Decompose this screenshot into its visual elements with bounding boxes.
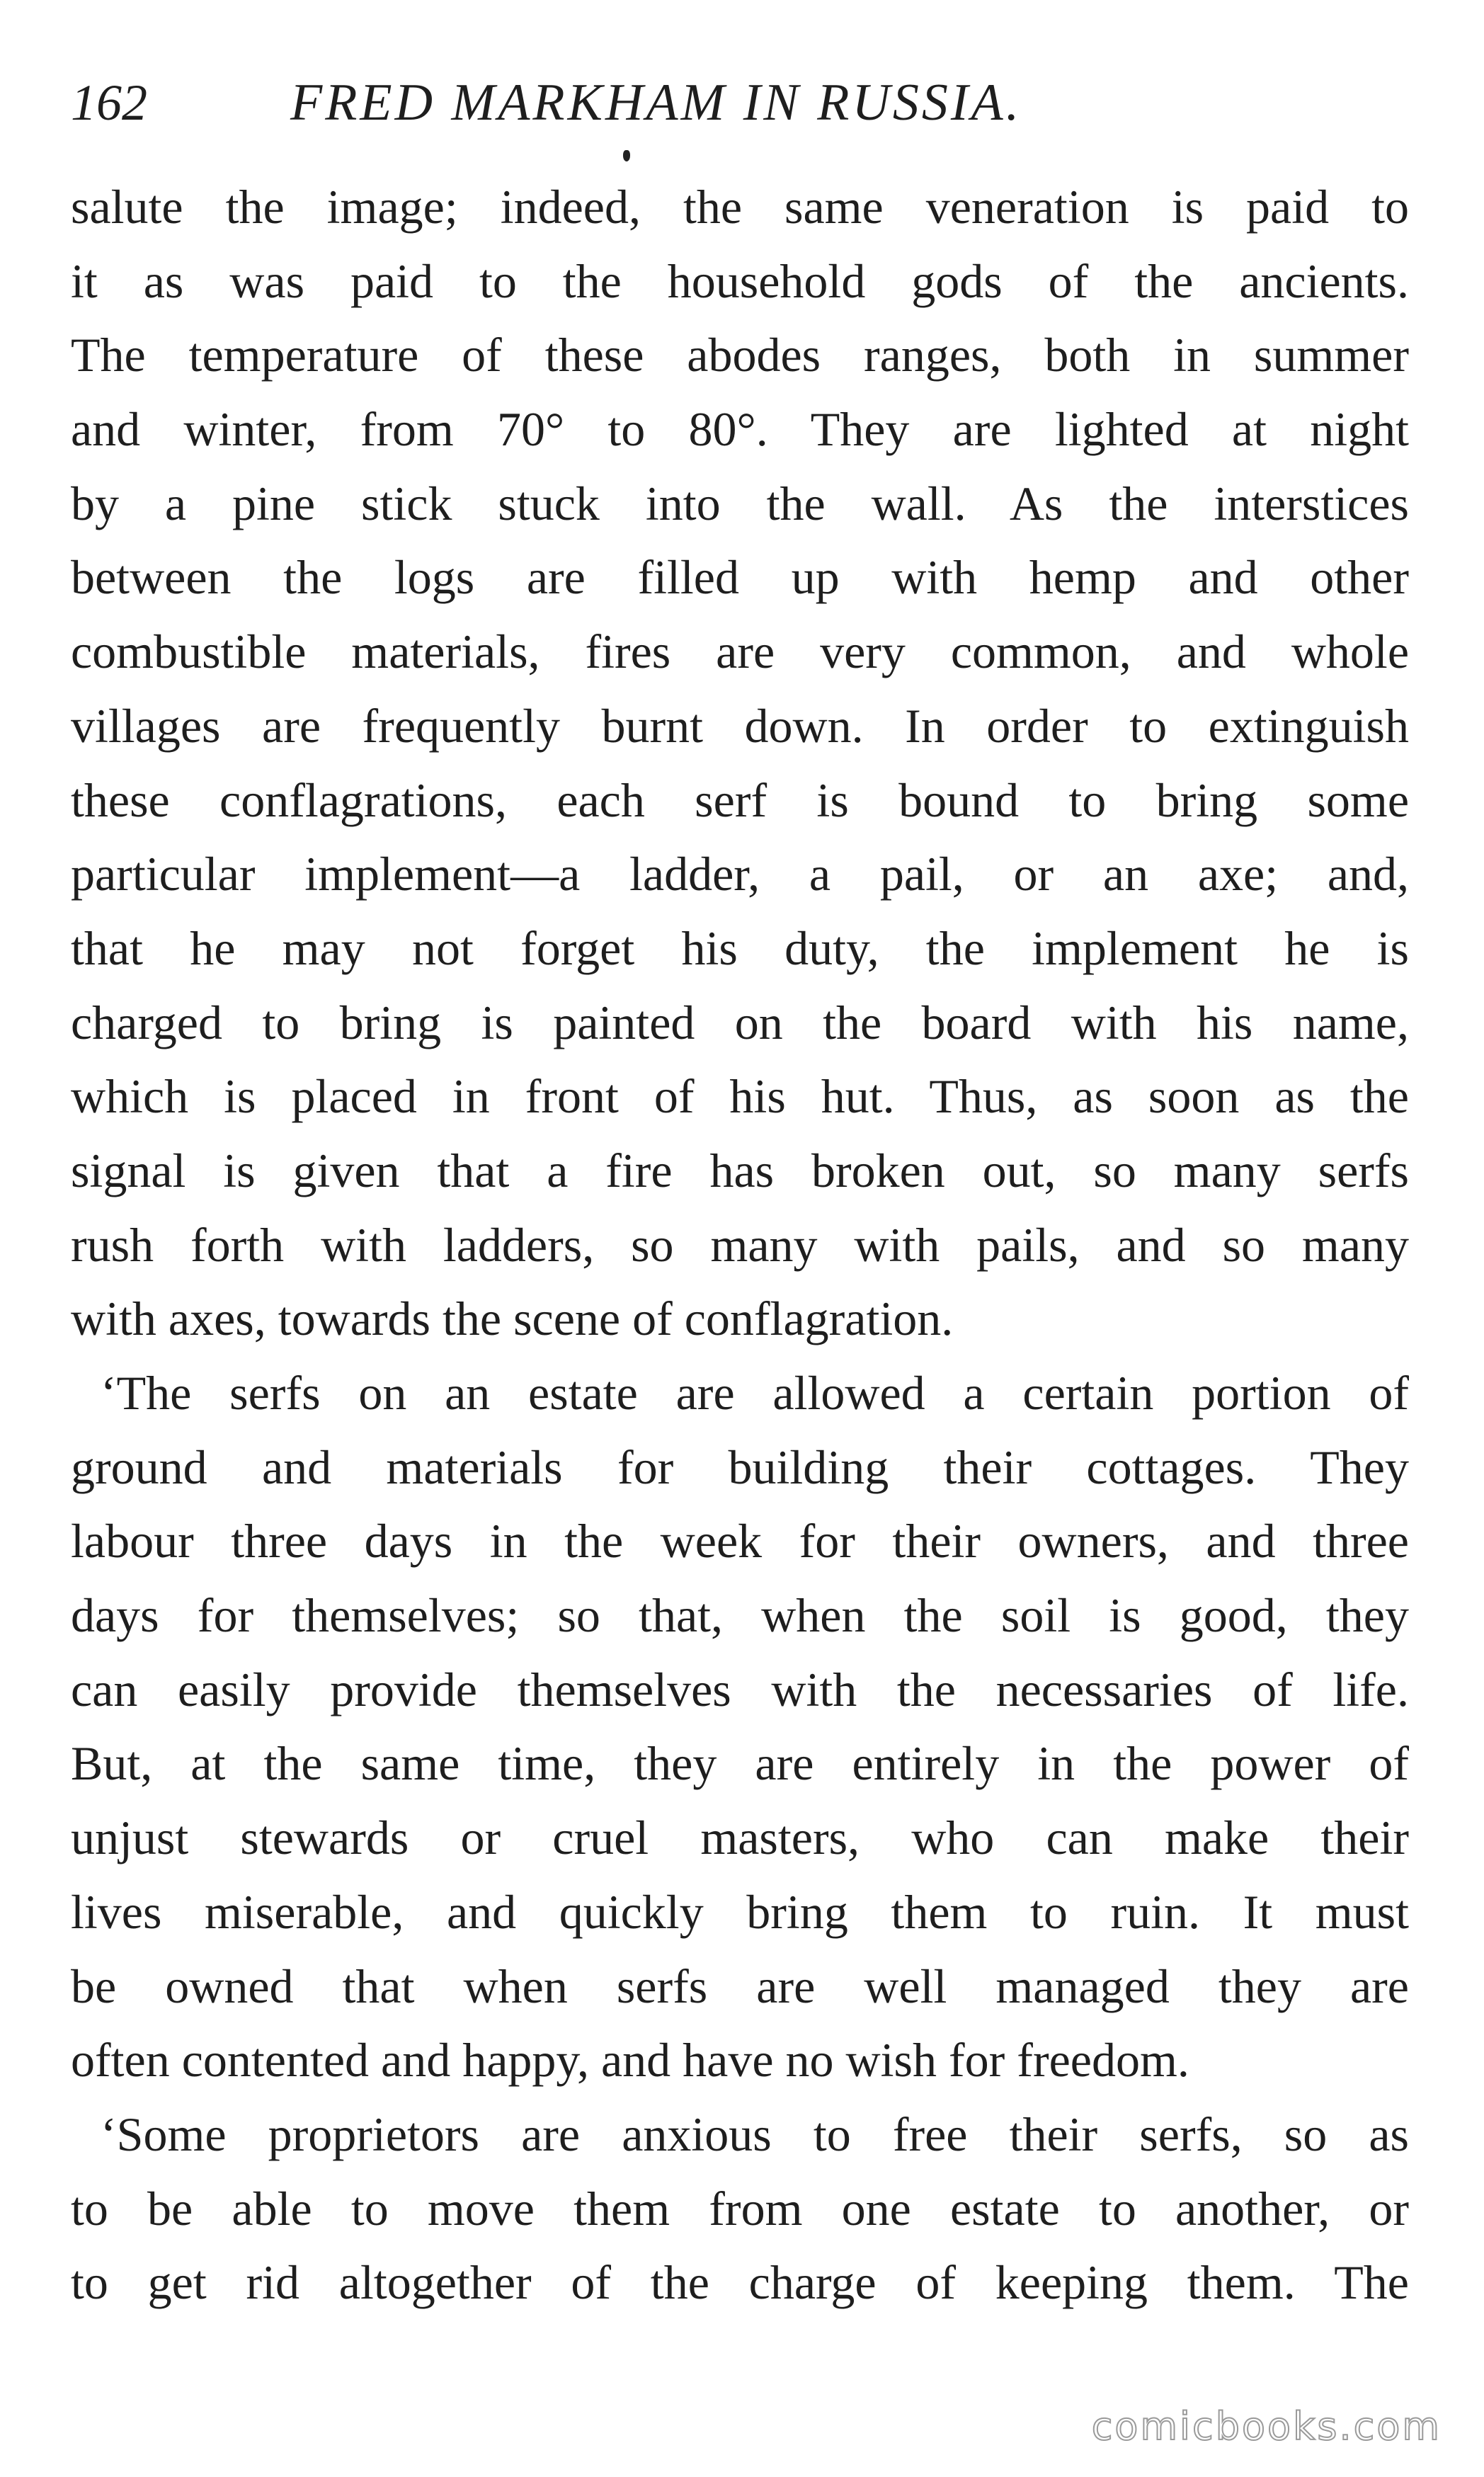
text-line: to be able to move them from one estate to another, or xyxy=(71,2181,1409,2236)
text-line: lives miserable, and quickly bring them to ruin. It must xyxy=(71,1884,1409,1939)
text-line: by a pine stick stuck into the wall. As the interstices xyxy=(71,476,1409,530)
text-line: with axes, towards the scene of conflagration. xyxy=(71,1292,954,1346)
text-line: villages are frequently burnt down. In order to extinguish xyxy=(71,698,1409,753)
watermark: comicbooks.com xyxy=(1091,2404,1442,2449)
text-line: which is placed in front of his hut. Thus, as soon as the xyxy=(71,1069,1409,1124)
text-line: to get rid altogether of the charge of keeping them. The xyxy=(71,2255,1409,2310)
page-number: 162 xyxy=(71,74,147,131)
text-line: that he may not forget his duty, the implement he is xyxy=(71,921,1409,975)
text-line: between the logs are filled up with hemp and other xyxy=(71,550,1409,605)
paragraph-start-line: ‘The serfs on an estate are allowed a certain portion of xyxy=(101,1366,1409,1420)
ink-speck xyxy=(623,150,630,161)
text-line: signal is given that a fire has broken out, so many serfs xyxy=(71,1143,1409,1197)
body-text xyxy=(71,170,1409,2320)
text-line: be owned that when serfs are well managed they are xyxy=(71,1959,1409,2013)
text-line: particular implement—a ladder, a pail, or an axe; and, xyxy=(71,847,1409,901)
text-line: and winter, from 70° to 80°. They are lighted at night xyxy=(71,402,1409,457)
text-line: But, at the same time, they are entirely in the power of xyxy=(71,1736,1409,1791)
text-line: these conflagrations, each serf is bound to bring some xyxy=(71,773,1409,827)
text-line: unjust stewards or cruel masters, who can make their xyxy=(71,1811,1409,1865)
running-title: FRED MARKHAM IN RUSSIA. xyxy=(290,74,1022,132)
text-line: charged to bring is painted on the board with his name, xyxy=(71,995,1409,1049)
text-line: often contented and happy, and have no wish for freedom. xyxy=(71,2033,1189,2088)
text-line: days for themselves; so that, when the soil is good, they xyxy=(71,1588,1409,1643)
text-line: labour three days in the week for their owners, and three xyxy=(71,1514,1409,1568)
text-line: can easily provide themselves with the necessaries of life. xyxy=(71,1662,1409,1716)
text-line: rush forth with ladders, so many with pails, and so many xyxy=(71,1217,1409,1272)
text-line: salute the image; indeed, the same veneration is paid to xyxy=(71,180,1409,234)
paragraph-start-line: ‘Some proprietors are anxious to free their serfs, so as xyxy=(101,2107,1409,2161)
text-line: combustible materials, fires are very common, and whole xyxy=(71,625,1409,679)
text-line: it as was paid to the household gods of the ancients. xyxy=(71,254,1409,308)
running-head xyxy=(71,64,1402,142)
text-line: The temperature of these abodes ranges, both in summer xyxy=(71,328,1409,382)
text-line: ground and materials for building their cottages. They xyxy=(71,1440,1409,1494)
